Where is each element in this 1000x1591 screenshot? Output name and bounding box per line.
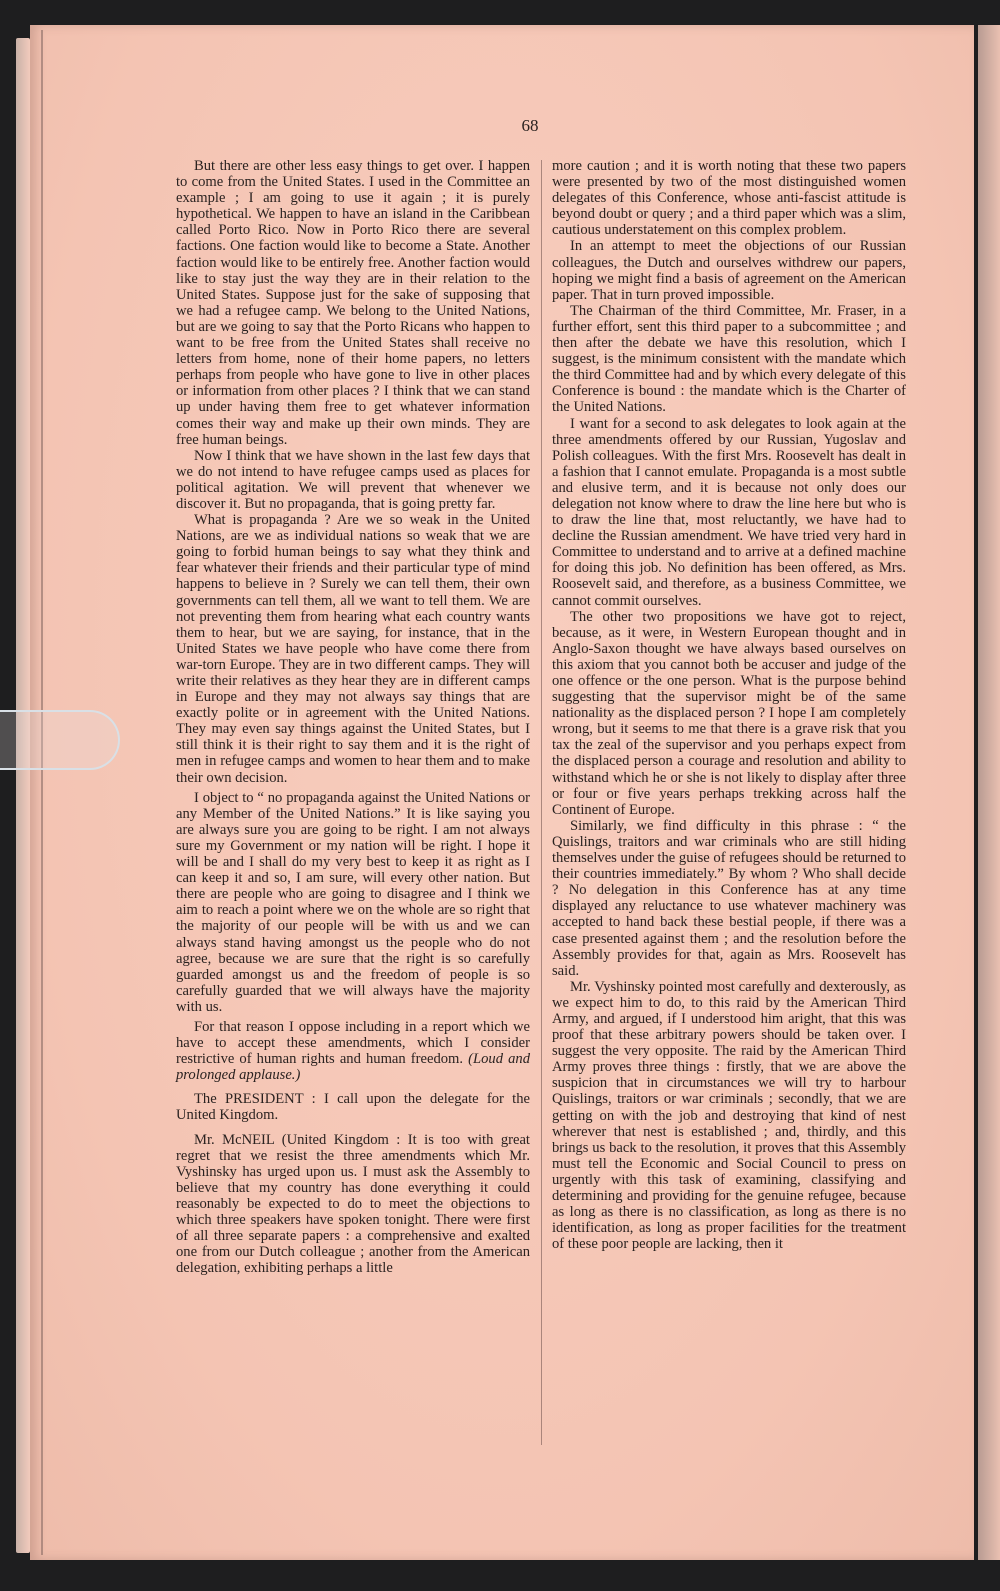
adjacent-page-edge	[978, 25, 1000, 1560]
paragraph: Mr. Vyshinsky pointed most carefully and dexterously, as we expect him to do, to this raid by the American Third Army, and argued, if I understood him aright, that this was proof that these arbitrary powers should be taken over. I suggest the very opposite. The raid by the American Third Army proves three things : firstly, that we are above the suspicion that in circumstances we will try to harbour Quislings, traitors or war criminals ; secondly, that we are getting on with the job and destroying that kind of nest wherever that nest is established ; and, thirdly, and this brings us back to the resolution, it proves that this Assembly must tell the Economic and Social Council to press on urgently with this task of examining, classifying and determining and providing for the genuine refugee, because as long as there is no classification, as long as there is no identification, as long as proper facilities for the treatment of these poor people are lacking, then it	[552, 978, 906, 1253]
paragraph: The Chairman of the third Committee, Mr. Fraser, in a further effort, sent this third paper to a subcommittee ; and then after the debate we have this resolution, which I suggest, is the minimum consistent with the mandate which the third Committee had and by which every delegate of this Conference is bound : the mandate which is the Charter of the United Nations.	[552, 302, 906, 416]
page-stack-edge	[16, 38, 30, 1553]
paragraph: Similarly, we find difficulty in this phrase : “ the Quislings, traitors and war criminals who are still hiding themselves under the guise of refugees should be returned to their countries immediately.” By whom ? Who shall decide ? No delegation in this Conference has at any time displayed any reluctance to use whatever machinery was accepted to hand back these bestial people, if there was a case presented against them ; and the resolution before the Assembly provides for that, again as Mrs. Roosevelt has said.	[552, 817, 906, 979]
paragraph-text: For that reason I oppose including in a report which we have to accept these amendments, which I consider restrictive of human rights and human freedom.	[176, 1018, 530, 1068]
paragraph: I want for a second to ask delegates to look again at the three amendments offered by our Russian, Yugoslav and Polish colleagues. With the first Mrs. Roosevelt has dealt in a fashion that I cannot emulate. Propaganda is a most subtle and elusive term, and it is because not only does our delegation not know where to draw the line here but who is to draw the line that, most reluctantly, we have had to decline the Russian amendment. We have tried very hard in Committee to understand and to arrive at a defined machine for doing this job. No definition has been offered, as Mrs. Roosevelt said, and therefore, as a business Committee, we cannot commit ourselves.	[552, 415, 906, 609]
right-column	[552, 158, 906, 1252]
paragraph: In an attempt to meet the objections of our Russian colleagues, the Dutch and ourselves withdrew our papers, hoping we might find a basis of agreement on the American paper. That in turn proved impossible.	[552, 238, 906, 303]
paragraph	[176, 1019, 530, 1083]
paragraph: The PRESIDENT : I call upon the delegate for the United Kingdom.	[176, 1091, 530, 1124]
paragraph: Now I think that we have shown in the last few days that we do not intend to have refugee camps used as places for political agitation. We will prevent that whenever we discover it. But no propaganda, that is going pretty far.	[176, 447, 530, 512]
paragraph: Mr. McNEIL (United Kingdom : It is too with great regret that we resist the three amendments which Mr. Vyshinsky has urged upon us. I must ask the Assembly to believe that my country has done everything it could reasonably be expected to do to meet the objections to which three speakers have spoken tonight. There were first of all three separate papers : a comprehensive and exalted one from our Dutch colleague ; another from the American delegation, exhibiting perhaps a little	[176, 1131, 530, 1277]
paragraph: I object to “ no propaganda against the United Nations or any Member of the United Nations.” It is like saying you are always sure you are going to be right. I am not always sure my Government or my nation will be right. I hope it will be and I shall do my very best to keep it as right as I can keep it and so, I am sure, will every other nation. But there are people who are going to disagree and I think we aim to reach a point where we on the whole are so right that the majority of our people will be with us and we can always stand having amongst us the people who do not agree, because we are sure that the right is so carefully guarded amongst us and the freedom of people is so carefully guarded that we will always have the majority with us.	[176, 789, 530, 1015]
applause-note: (Loud and prolonged applause.)	[176, 1051, 531, 1084]
column-divider	[541, 160, 542, 1445]
paragraph: But there are other less easy things to get over. I happen to come from the United States. I used in the Committee an example ; I am going to use it again ; it is purely hypothetical. We happen to have an island in the Caribbean called Porto Rico. Now in Porto Rico there are several factions. One faction would like to become a State. Another faction would like to be entirely free. Another faction would like to stay just the way they are in their relation to the United States. Suppose just for the sake of supposing that we had a refugee camp. We belong to the United Nations, but are we going to say that the Porto Ricans who happen to want to be free from the United States shall receive no letters from home, none of their home papers, no letters perhaps from people who have gone to live in other places or information from other places ? I think that we can stand up under having them free to get whatever information comes their way and make up their own minds. They are free human beings.	[176, 158, 530, 448]
page-tab-marker	[0, 710, 120, 770]
binding-line	[41, 30, 43, 1555]
paragraph: The other two propositions we have got to reject, because, as it were, in Western European thought and in Anglo-Saxon thought we have always based ourselves on this axiom that you cannot both be accuser and judge of the one offence or the one person. What is the purpose behind suggesting that the supervisor might be of the same nationality as the displaced person ? I hope I am completely wrong, but it seems to me that there is a grave risk that you tax the zeal of the supervisor and you perhaps expect from the displaced person a courage and resolution and ability to withstand which he or she is not likely to display after three or four or five years perhaps trekking across half the Continent of Europe.	[552, 608, 906, 818]
page-number: 68	[521, 116, 539, 135]
left-column	[176, 158, 530, 1276]
paragraph: more caution ; and it is worth noting that these two papers were presented by two of the most distinguished women delegates of this Conference, whose anti-fascist attitude is beyond doubt or query ; and a third paper which was a slim, cautious understatement on this complex problem.	[552, 158, 906, 239]
paragraph: What is propaganda ? Are we so weak in the United Nations, are we as individual nations so weak that we are going to forbid human beings to say what they think and fear whatever their friends and their particular type of mind happens to believe in ? Surely we can tell them, their own governments can tell them, all we want to tell them. We are not preventing them from hearing what each country wants them to hear, but we are saying, for instance, that in the United States we have people who have come there from war-torn Europe. They are in two different camps. They will write their relatives as they hear they are in different camps in Europe and they may not always say things that are exactly polite or in agreement with the United Nations. They may even say things against the United States, but I still think it is their right to say them and it is the right of men in refugee camps and women to hear them and to make their own decision.	[176, 512, 530, 786]
